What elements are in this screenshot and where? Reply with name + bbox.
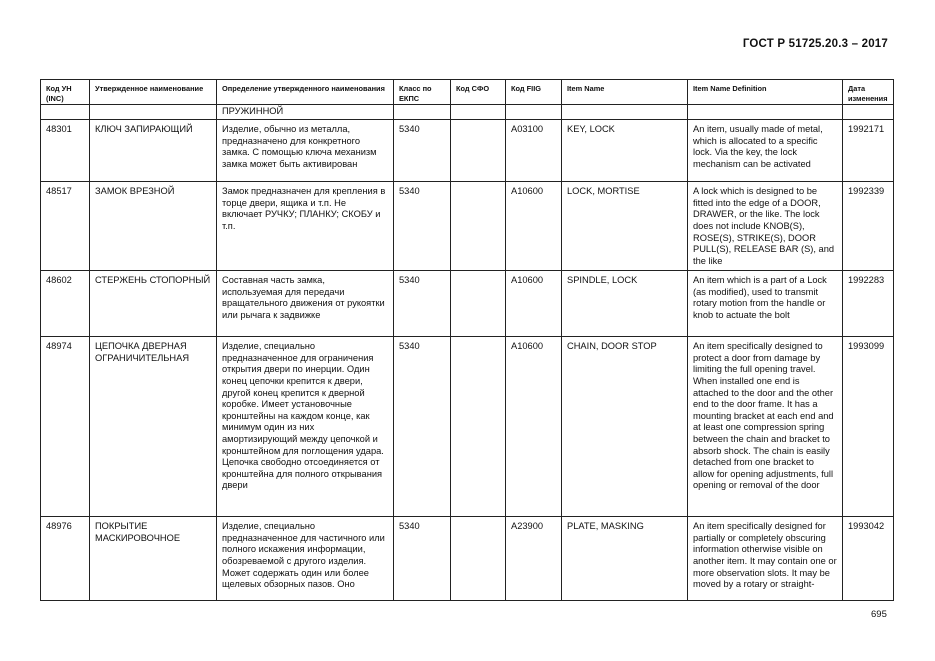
fiig-cell: A10600: [506, 337, 562, 517]
sfo-cell: [451, 182, 506, 271]
continuation-definition: ПРУЖИННОЙ: [217, 105, 394, 120]
class-cell: 5340: [394, 182, 451, 271]
catalog-table: [40, 79, 894, 601]
inc-cell: 48976: [41, 517, 90, 601]
definition-cell: Изделие, обычно из металла, предназначено для конкретного замка. С помощью ключа механизм замка может быть активирован: [217, 120, 394, 182]
class-cell: 5340: [394, 271, 451, 337]
sfo-cell: [451, 517, 506, 601]
sfo-cell: [451, 337, 506, 517]
column-header-fiig: Код FIIG: [506, 80, 562, 105]
inc-cell: 48517: [41, 182, 90, 271]
item-definition-cell: An item specifically designed for partially or completely obscuring information otherwise visible on another item. It may contain one or more observation slots. It may be moved by a rotary or straight-: [688, 517, 843, 601]
column-header-item-name: Item Name: [562, 80, 688, 105]
item-name-cell: PLATE, MASKING: [562, 517, 688, 601]
table-row: [41, 337, 894, 517]
name-cell: СТЕРЖЕНЬ СТОПОРНЫЙ: [90, 271, 217, 337]
table-row: [41, 120, 894, 182]
column-header-sfo: Код СФО: [451, 80, 506, 105]
column-header-inc: Код УН (INC): [41, 80, 90, 105]
class-cell: 5340: [394, 517, 451, 601]
definition-cell: Составная часть замка, используемая для передачи вращательного движения от рукоятки или рычага к задвижке: [217, 271, 394, 337]
definition-cell: Изделие, специально предназначенное для частичного или полного искажения информации, обозреваемой с другого изделия. Может содержать один или более щелевых обзорных пазов. Оно: [217, 517, 394, 601]
item-definition-cell: A lock which is designed to be fitted into the edge of a DOOR, DRAWER, or the like. The lock does not include KNOB(S), ROSE(S), STRIKE(S), DOOR PULL(S), RELEASE BAR (S), and the like: [688, 182, 843, 271]
fiig-cell: A10600: [506, 271, 562, 337]
column-header-item-definition: Item Name Definition: [688, 80, 843, 105]
fiig-cell: A23900: [506, 517, 562, 601]
inc-cell: 48301: [41, 120, 90, 182]
item-definition-cell: An item which is a part of a Lock (as modified), used to transmit rotary motion from the handle or knob to actuate the bolt: [688, 271, 843, 337]
item-definition-cell: An item specifically designed to protect a door from damage by limiting the full opening travel. When installed one end is attached to the door and the other end to the door frame. It has a mounting bracket at each end and at least one compression spring between the chain and bracket to absorb shock. The chain is easily detached from one bracket to allow for opening adjustments, full opening or removal of the door: [688, 337, 843, 517]
date-cell: 1993042: [843, 517, 894, 601]
class-cell: 5340: [394, 337, 451, 517]
date-cell: 1992339: [843, 182, 894, 271]
name-cell: ЦЕПОЧКА ДВЕРНАЯ ОГРАНИЧИТЕЛЬНАЯ: [90, 337, 217, 517]
table-row: [41, 182, 894, 271]
name-cell: ЗАМОК ВРЕЗНОЙ: [90, 182, 217, 271]
class-cell: 5340: [394, 120, 451, 182]
definition-cell: Изделие, специально предназначенное для ограничения открытия двери по инерции. Один конец цепочки крепится к двери, другой конец крепится к дверной коробке. Имеет установочные кронштейны на каждом конце, как минимум один из них амортизирующий между цепочкой и кронштейном для поглощения удара. Цепочка свободно отсоединяется от кронштейна для полного открывания двери: [217, 337, 394, 517]
item-name-cell: SPINDLE, LOCK: [562, 271, 688, 337]
table-row: [41, 271, 894, 337]
page-number: 695: [871, 609, 887, 620]
name-cell: ПОКРЫТИЕ МАСКИРОВОЧНОЕ: [90, 517, 217, 601]
continuation-row: [41, 105, 894, 120]
column-header-definition: Определение утвержденного наименования: [217, 80, 394, 105]
fiig-cell: A03100: [506, 120, 562, 182]
column-header-class: Класс по ЕКПС: [394, 80, 451, 105]
sfo-cell: [451, 120, 506, 182]
inc-cell: 48602: [41, 271, 90, 337]
table-header-row: [41, 80, 894, 105]
column-header-name: Утвержденное наименование: [90, 80, 217, 105]
date-cell: 1993099: [843, 337, 894, 517]
date-cell: 1992171: [843, 120, 894, 182]
fiig-cell: A10600: [506, 182, 562, 271]
date-cell: 1992283: [843, 271, 894, 337]
table-row: [41, 517, 894, 601]
item-name-cell: CHAIN, DOOR STOP: [562, 337, 688, 517]
item-definition-cell: An item, usually made of metal, which is allocated to a specific lock. Via the key, the lock mechanism can be activated: [688, 120, 843, 182]
column-header-date: Дата изменения: [843, 80, 894, 105]
inc-cell: 48974: [41, 337, 90, 517]
sfo-cell: [451, 271, 506, 337]
item-name-cell: KEY, LOCK: [562, 120, 688, 182]
definition-cell: Замок предназначен для крепления в торце двери, ящика и т.п. Не включает РУЧКУ; ПЛАНКУ; СКОБУ и т.п.: [217, 182, 394, 271]
item-name-cell: LOCK, MORTISE: [562, 182, 688, 271]
name-cell: КЛЮЧ ЗАПИРАЮЩИЙ: [90, 120, 217, 182]
document-id: ГОСТ Р 51725.20.3 – 2017: [742, 38, 888, 50]
